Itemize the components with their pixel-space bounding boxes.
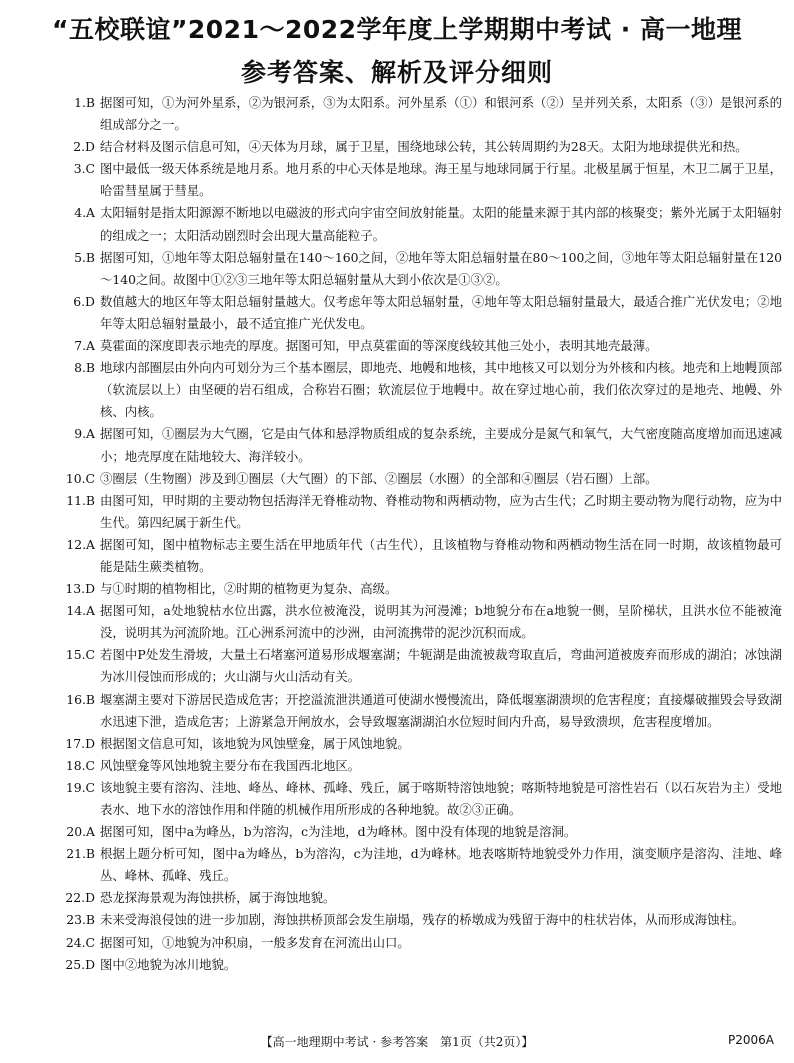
answer-explanation: 若图中P处发生滑坡，大量土石堵塞河道易形成堰塞湖；牛轭湖是曲流被裁弯取直后，弯曲河道被废弃而形成的湖泊；冰蚀湖为冰川侵蚀而形成的；火山湖与火山活动有关。	[100, 647, 782, 685]
answer-explanation: 未来受海浪侵蚀的进一步加剧，海蚀拱桥顶部会发生崩塌，残存的桥墩成为残留于海中的柱状岩体，从而形成海蚀柱。	[100, 912, 745, 928]
answer-explanation: 据图可知，①地年等太阳总辐射量在140～160之间，②地年等太阳总辐射量在80～100之间，③地年等太阳总辐射量在120～140之间。故图中①②③三地年等太阳总辐射量从大到小依次是①③②。	[100, 249, 782, 287]
answer-label: 25.D	[65, 956, 95, 972]
answer-label: 3.C	[73, 161, 95, 177]
answer-label: 11.B	[66, 492, 95, 508]
answer-item	[74, 247, 782, 291]
answer-item	[66, 821, 782, 843]
answer-label: 6.D	[73, 293, 95, 309]
answer-item	[66, 843, 782, 887]
answer-explanation: 据图可知，①为河外星系，②为银河系，③为太阳系。河外星系（①）和银河系（②）呈并列关系，太阳系（③）是银河系的组成部分之一。	[100, 95, 782, 133]
answer-item	[74, 357, 782, 423]
answer-explanation: 莫霍面的深度即表示地壳的厚度。据图可知，甲点莫霍面的等深度线较其他三处小，表明其地壳最薄。	[100, 338, 658, 354]
answer-item	[66, 909, 782, 931]
answer-item	[66, 689, 782, 733]
answer-explanation: 该地貌主要有溶沟、洼地、峰丛、峰林、孤峰、残丘，属于喀斯特溶蚀地貌；喀斯特地貌是可溶性岩石（以石灰岩为主）受地表水、地下水的溶蚀作用和伴随的机械作用所形成的各种地貌。故②③正确。	[100, 779, 782, 817]
answer-label: 17.D	[65, 735, 95, 751]
answer-explanation: 据图可知，a处地貌枯水位出露，洪水位被淹没，说明其为河漫滩；b地貌分布在a地貌一侧，呈阶梯状，且洪水位不能被淹没，说明其为河流阶地。江心洲系河流中的沙洲，由河流携带的泥沙沉积而成。	[100, 603, 782, 641]
answer-explanation: 根据图文信息可知，该地貌为风蚀壁龛，属于风蚀地貌。	[100, 735, 410, 751]
answer-explanation: 数值越大的地区年等太阳总辐射量越大。仅考虑年等太阳总辐射量，④地年等太阳总辐射量最大，最适合推广光伏发电；②地年等太阳总辐射量最小，最不适宜推广光伏发电。	[100, 293, 782, 331]
answer-item	[73, 158, 782, 202]
answer-explanation: 据图可知，①圈层为大气圈，它是由气体和悬浮物质组成的复杂系统，主要成分是氮气和氧气，大气密度随高度增加而迅速减小；地壳厚度在陆地较大、海洋较小。	[100, 426, 782, 464]
answer-item	[65, 733, 782, 755]
answer-item	[65, 887, 782, 909]
answer-explanation: 恐龙探海景观为海蚀拱桥，属于海蚀地貌。	[100, 890, 336, 906]
answer-explanation: 太阳辐射是指太阳源源不断地以电磁波的形式向宇宙空间放射能量。太阳的能量来源于其内部的核聚变；紫外光属于太阳辐射的组成之一；太阳活动剧烈时会出现大量高能粒子。	[100, 205, 782, 243]
answer-label: 5.B	[74, 249, 95, 265]
answer-label: 19.C	[65, 779, 95, 795]
page-subtitle: 参考答案、解析及评分细则	[240, 58, 553, 87]
answer-explanation: 堰塞湖主要对下游居民造成危害；开挖溢流泄洪通道可使湖水慢慢流出，降低堰塞湖溃坝的危害程度；直接爆破摧毁会导致湖水迅速下泄，造成危害；上游紧急开闸放水，会导致堰塞湖湖泊水位短时间内升高，易导致溃坝，危害程度增加。	[100, 691, 782, 729]
answer-explanation: 地球内部圈层由外向内可划分为三个基本圈层，即地壳、地幔和地核，其中地核又可以划分为外核和内核。地壳和上地幔顶部（软流层以上）由坚硬的岩石组成，合称岩石圈；软流层位于地幔中。故在穿过地心前，我们依次穿过的是地壳、地幔、外核、内核。	[100, 360, 782, 420]
answer-label: 18.C	[65, 757, 95, 773]
answer-label: 20.A	[66, 824, 95, 840]
answer-label: 4.A	[74, 205, 95, 221]
answer-label: 9.A	[74, 426, 95, 442]
answer-label: 14.A	[66, 603, 95, 619]
answer-item	[65, 755, 782, 777]
answer-label: 7.A	[74, 338, 95, 354]
answer-item	[73, 136, 782, 158]
answer-label: 1.B	[74, 95, 95, 110]
answer-explanation: 风蚀壁龛等风蚀地貌主要分布在我国西北地区。	[100, 757, 361, 773]
answer-explanation: 据图可知，①地貌为冲积扇，一般多发育在河流出山口。	[100, 934, 410, 950]
answer-label: 10.C	[65, 470, 95, 486]
answer-label: 22.D	[65, 890, 95, 906]
answer-label: 24.C	[65, 934, 95, 950]
answer-item	[74, 335, 782, 357]
answer-item	[65, 468, 782, 490]
answer-item	[65, 777, 782, 821]
answer-item	[66, 600, 782, 644]
answer-label: 21.B	[66, 846, 95, 862]
page-footer: 【高一地理期中考试 · 参考答案 第1页（共2页）】	[260, 1035, 534, 1049]
answer-explanation: 与①时期的植物相比，②时期的植物更为复杂、高级。	[100, 581, 398, 597]
answer-item	[65, 954, 782, 976]
answer-explanation: 据图可知，图中植物标志主要生活在甲地质年代（古生代），且该植物与脊椎动物和两栖动物生活在同一时期，故该植物最可能是陆生蕨类植物。	[100, 536, 782, 574]
answer-item	[74, 92, 782, 136]
answer-item	[74, 423, 782, 467]
answer-label: 12.A	[66, 536, 95, 552]
answer-item	[65, 644, 782, 688]
answer-label: 23.B	[66, 912, 95, 928]
answer-list	[65, 92, 782, 976]
answer-label: 2.D	[73, 139, 95, 155]
answer-explanation: 图中②地貌为冰川地貌。	[100, 956, 237, 972]
answer-explanation: ③圈层（生物圈）涉及到①圈层（大气圈）的下部、②圈层（水圈）的全部和④圈层（岩石圈）上部。	[100, 470, 658, 486]
answer-explanation: 根据上题分析可知，图中a为峰丛，b为溶沟，c为洼地，d为峰林。地表喀斯特地貌受外力作用，演变顺序是溶沟、洼地、峰丛、峰林、孤峰、残丘。	[100, 846, 782, 884]
answer-label: 13.D	[65, 581, 95, 597]
answer-item	[65, 932, 782, 954]
paper-code: P2006A	[728, 1033, 774, 1047]
answer-item	[74, 202, 782, 246]
page-title: “五校联谊”2021～2022学年度上学期期中考试 · 高一地理	[52, 15, 742, 44]
answer-item	[66, 490, 782, 534]
answer-item	[66, 534, 782, 578]
answer-item	[65, 578, 782, 600]
answer-explanation: 图中最低一级天体系统是地月系。地月系的中心天体是地球。海王星与地球同属于行星。北极星属于恒星，木卫二属于卫星，哈雷彗星属于彗星。	[100, 161, 782, 199]
answer-explanation: 结合材料及图示信息可知，④天体为月球，属于卫星，围绕地球公转，其公转周期约为28天。太阳为地球提供光和热。	[100, 139, 748, 155]
answer-label: 16.B	[66, 691, 95, 707]
answer-explanation: 由图可知，甲时期的主要动物包括海洋无脊椎动物、脊椎动物和两栖动物，应为古生代；乙时期主要动物为爬行动物，应为中生代。第四纪属于新生代。	[100, 492, 782, 530]
answer-explanation: 据图可知，图中a为峰丛，b为溶沟，c为洼地，d为峰林。图中没有体现的地貌是溶洞。	[100, 824, 577, 840]
answer-label: 8.B	[74, 360, 95, 376]
answer-label: 15.C	[65, 647, 95, 663]
answer-item	[73, 291, 782, 335]
